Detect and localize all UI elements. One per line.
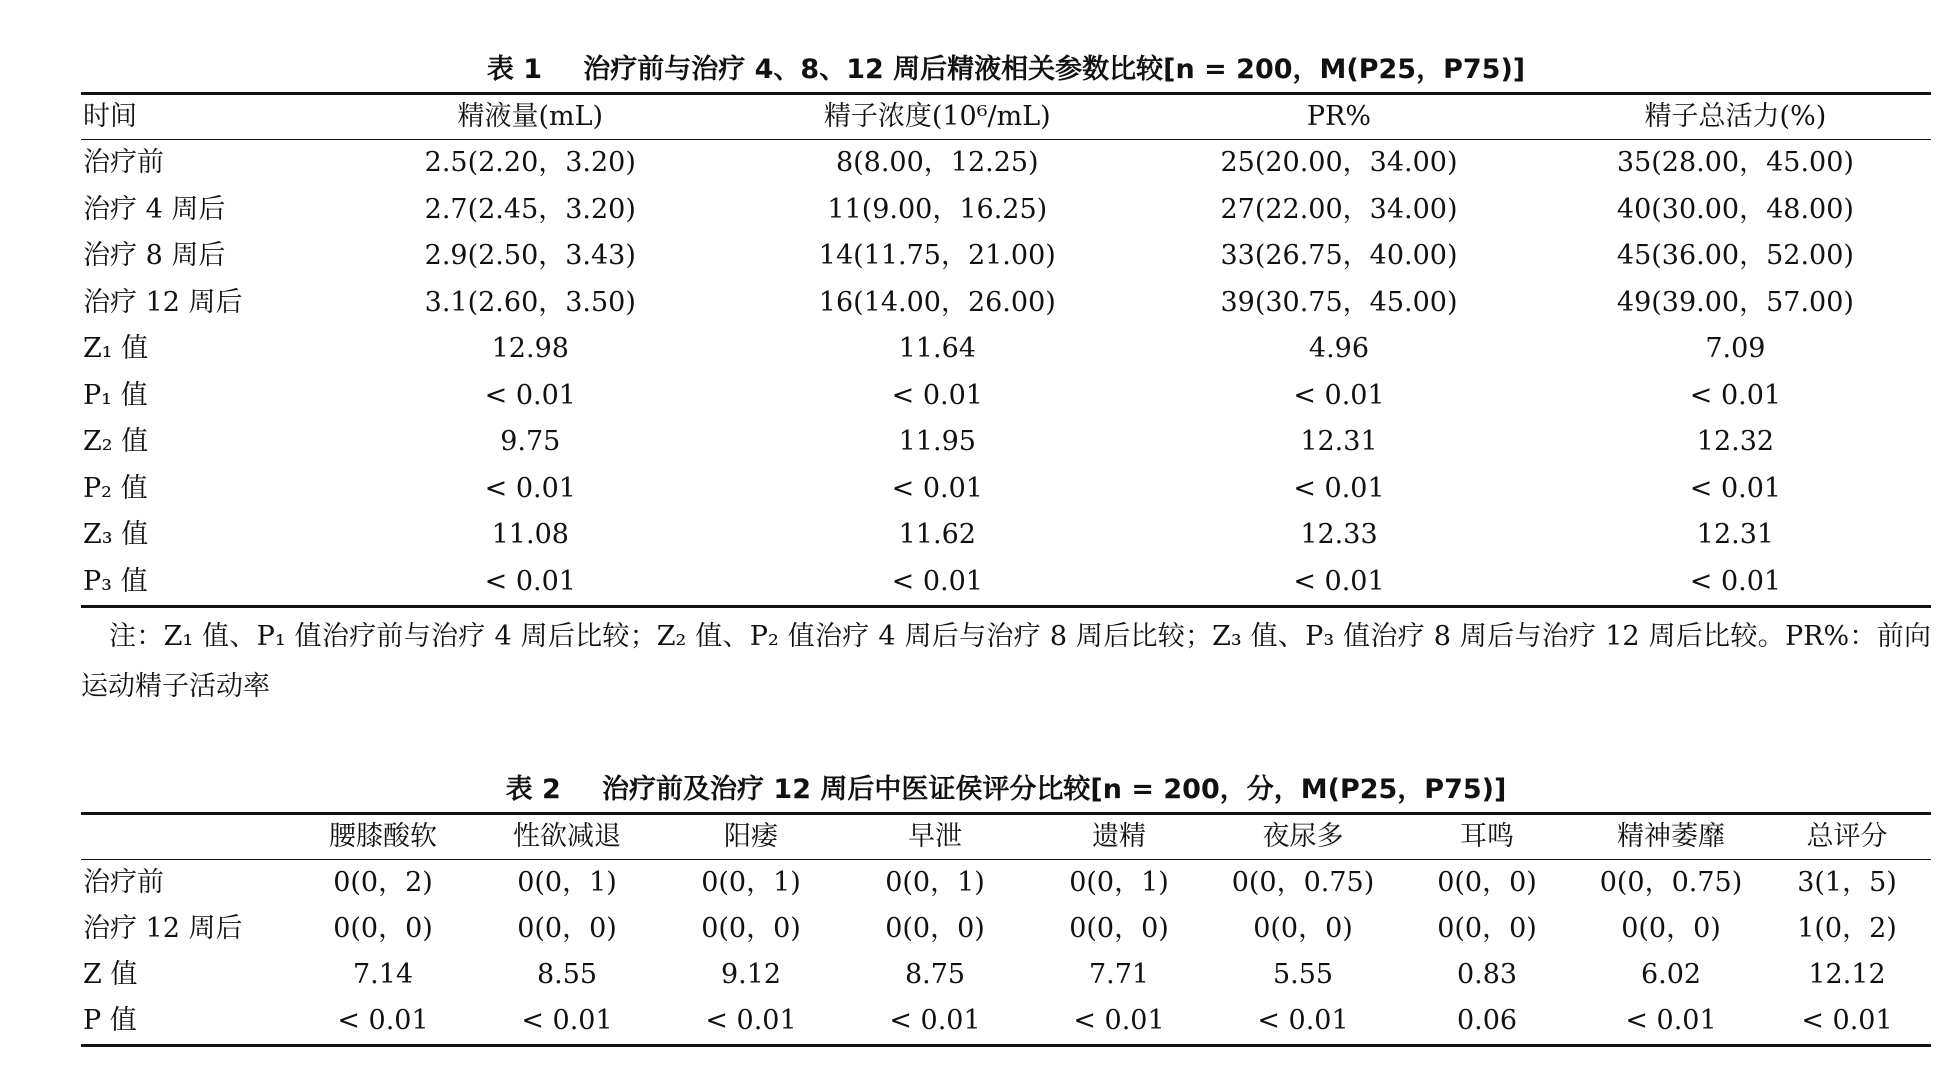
table-cell: < 0.01 <box>1293 379 1385 411</box>
column-header: 阳痿 <box>724 821 778 852</box>
table-cell: 40(30.00，48.00) <box>1616 193 1854 225</box>
table-row <box>81 512 1931 559</box>
table-cell: 7.14 <box>352 959 414 990</box>
table-cell: 0(0，0) <box>701 913 801 944</box>
table-cell: < 0.01 <box>889 1005 981 1036</box>
table-1 <box>81 92 1931 608</box>
table-cell: 6.02 <box>1640 959 1702 990</box>
table-cell: 0(0，0) <box>1437 913 1537 944</box>
table-cell: < 0.01 <box>891 379 983 411</box>
row-label: Z₂ 值 <box>83 426 149 457</box>
column-header: 时间 <box>83 101 137 132</box>
table-cell: 7.09 <box>1705 333 1766 364</box>
table-cell: 16(14.00，26.00) <box>818 286 1056 318</box>
table-cell: < 0.01 <box>1801 1005 1893 1036</box>
table-cell: 35(28.00，45.00) <box>1616 147 1854 178</box>
column-header <box>81 814 291 860</box>
table-cell: < 0.01 <box>484 472 576 504</box>
table-cell: < 0.01 <box>1625 1005 1717 1036</box>
table-cell: 0(0，1) <box>701 867 801 898</box>
table-cell: 0(0，0) <box>885 913 985 944</box>
column-header: 总评分 <box>1806 821 1888 852</box>
table-cell: < 0.01 <box>1257 1005 1349 1036</box>
column-header: 耳鸣 <box>1460 821 1514 852</box>
table-cell: < 0.01 <box>484 379 576 411</box>
table-row <box>81 559 1931 607</box>
table-cell: 5.55 <box>1272 959 1334 990</box>
column-header: 夜尿多 <box>1262 821 1344 852</box>
table-1-label: 表 1 <box>486 54 543 85</box>
table-row <box>81 860 1931 907</box>
column-header: 遗精 <box>1092 821 1146 852</box>
table-cell: < 0.01 <box>1293 565 1385 597</box>
table-cell: 12.31 <box>1300 426 1378 457</box>
row-label: P 值 <box>83 1005 137 1036</box>
table-row <box>81 998 1931 1046</box>
table-cell: 12.33 <box>1300 519 1378 550</box>
table-cell: 0.06 <box>1456 1005 1518 1036</box>
table-cell: < 0.01 <box>484 565 576 597</box>
row-label: P₃ 值 <box>83 565 148 597</box>
table-header-row <box>81 94 1931 140</box>
row-label: 治疗前 <box>83 147 164 178</box>
table-cell: 0(0，0.75) <box>1599 867 1743 898</box>
table-1-caption <box>81 50 1931 90</box>
row-label: Z₃ 值 <box>83 519 149 550</box>
table-cell: < 0.01 <box>1293 472 1385 504</box>
table-cell: 9.12 <box>720 959 782 990</box>
table-cell: 0(0，0) <box>1437 867 1537 898</box>
table-cell: 4.96 <box>1308 333 1370 364</box>
column-header: 腰膝酸软 <box>329 821 437 852</box>
table-cell: 2.5(2.20，3.20) <box>424 147 636 178</box>
table-cell: < 0.01 <box>1689 379 1782 411</box>
table-1-section <box>81 50 1931 712</box>
column-header: 早泄 <box>908 821 962 852</box>
table-cell: 25(20.00，34.00) <box>1220 147 1458 178</box>
table-cell: 2.9(2.50，3.43) <box>424 240 636 271</box>
table-cell: 0(0，1) <box>885 867 985 898</box>
table-cell: 27(22.00，34.00) <box>1220 193 1458 225</box>
table-cell: 2.7(2.45，3.20) <box>424 193 636 225</box>
table-cell: 11.08 <box>491 519 569 550</box>
table-cell: 11.95 <box>898 426 976 457</box>
table-cell: 11.62 <box>898 519 976 550</box>
row-label: P₂ 值 <box>83 472 148 504</box>
table-2 <box>81 812 1931 1047</box>
table-cell: 0(0，0) <box>333 913 433 944</box>
table-cell: 0(0，2) <box>333 867 433 898</box>
table-cell: 1(0，2) <box>1797 913 1897 944</box>
table-cell: 0.83 <box>1456 959 1518 990</box>
table-cell: 11(9.00，16.25) <box>827 193 1048 225</box>
column-header: 性欲减退 <box>513 821 621 852</box>
table-2-title: 治疗前及治疗 12 周后中医证侯评分比较[n = 200，分，M(P25，P75)] <box>602 774 1507 805</box>
row-label: P₁ 值 <box>83 379 148 411</box>
table-cell: 14(11.75，21.00) <box>818 240 1056 271</box>
table-cell: 11.64 <box>898 333 976 364</box>
table-1-title: 治疗前与治疗 4、8、12 周后精液相关参数比较[n = 200，M(P25，P75)] <box>583 54 1526 85</box>
column-header: 精子浓度(10⁶/mL) <box>823 101 1051 132</box>
table-cell: < 0.01 <box>891 472 983 504</box>
table-cell: 8.75 <box>904 959 966 990</box>
table-cell: 7.71 <box>1088 959 1150 990</box>
table-cell: 3(1，5) <box>1797 867 1897 898</box>
table-cell: 0(0，0) <box>1253 913 1353 944</box>
table-cell: < 0.01 <box>337 1005 429 1036</box>
table-1-footnote: 注：Z₁ 值、P₁ 值治疗前与治疗 4 周后比较；Z₂ 值、P₂ 值治疗 4 周后与治疗 8 周后比较；Z₃ 值、P₃ 值治疗 8 周后与治疗 12 周后比较。PR%：前向运动精子活动率 <box>81 621 1931 702</box>
row-label: 治疗 8 周后 <box>83 240 226 271</box>
table-cell: 12.12 <box>1808 959 1886 990</box>
table-row <box>81 280 1931 327</box>
row-label: 治疗 12 周后 <box>83 913 243 944</box>
table-cell: 0(0，0) <box>1621 913 1721 944</box>
table-row <box>81 952 1931 998</box>
table-2-section <box>81 770 1931 1047</box>
table-cell: 9.75 <box>500 426 561 457</box>
table-row <box>81 326 1931 373</box>
row-label: Z₁ 值 <box>83 333 149 364</box>
table-cell: 12.32 <box>1696 426 1775 457</box>
column-header: 精神萎靡 <box>1617 821 1725 852</box>
table-cell: 33(26.75，40.00) <box>1220 240 1458 271</box>
table-row <box>81 187 1931 234</box>
table-cell: 49(39.00，57.00) <box>1616 286 1854 318</box>
table-header-row <box>81 814 1931 860</box>
table-cell: 0(0，0) <box>1069 913 1169 944</box>
column-header: PR% <box>1306 101 1372 132</box>
table-cell: 0(0，1) <box>1069 867 1169 898</box>
table-cell: 39(30.75，45.00) <box>1220 286 1458 318</box>
table-2-caption <box>81 770 1931 810</box>
column-header: 精子总活力(%) <box>1644 101 1827 132</box>
table-cell: 8.55 <box>536 959 598 990</box>
table-cell: < 0.01 <box>1689 565 1782 597</box>
table-cell: 12.31 <box>1696 519 1775 550</box>
table-row <box>81 906 1931 952</box>
table-cell: 0(0，0.75) <box>1231 867 1375 898</box>
table-cell: < 0.01 <box>891 565 983 597</box>
row-label: Z 值 <box>83 959 138 990</box>
table-cell: < 0.01 <box>705 1005 797 1036</box>
row-label: 治疗 12 周后 <box>83 286 243 318</box>
table-cell: 45(36.00，52.00) <box>1616 240 1854 271</box>
table-cell: 12.98 <box>491 333 569 364</box>
table-cell: 0(0，1) <box>517 867 617 898</box>
table-row <box>81 140 1931 187</box>
table-cell: 0(0，0) <box>517 913 617 944</box>
table-row <box>81 233 1931 280</box>
table-cell: < 0.01 <box>521 1005 613 1036</box>
table-row <box>81 419 1931 466</box>
table-cell: 8(8.00，12.25) <box>835 147 1039 178</box>
row-label: 治疗前 <box>83 867 164 898</box>
table-cell: 3.1(2.60，3.50) <box>424 286 636 318</box>
table-2-label: 表 2 <box>505 774 561 805</box>
table-row <box>81 373 1931 420</box>
column-header: 精液量(mL) <box>457 101 604 132</box>
table-cell: < 0.01 <box>1689 472 1782 504</box>
row-label: 治疗 4 周后 <box>83 193 226 225</box>
table-cell: < 0.01 <box>1073 1005 1165 1036</box>
table-row <box>81 466 1931 513</box>
